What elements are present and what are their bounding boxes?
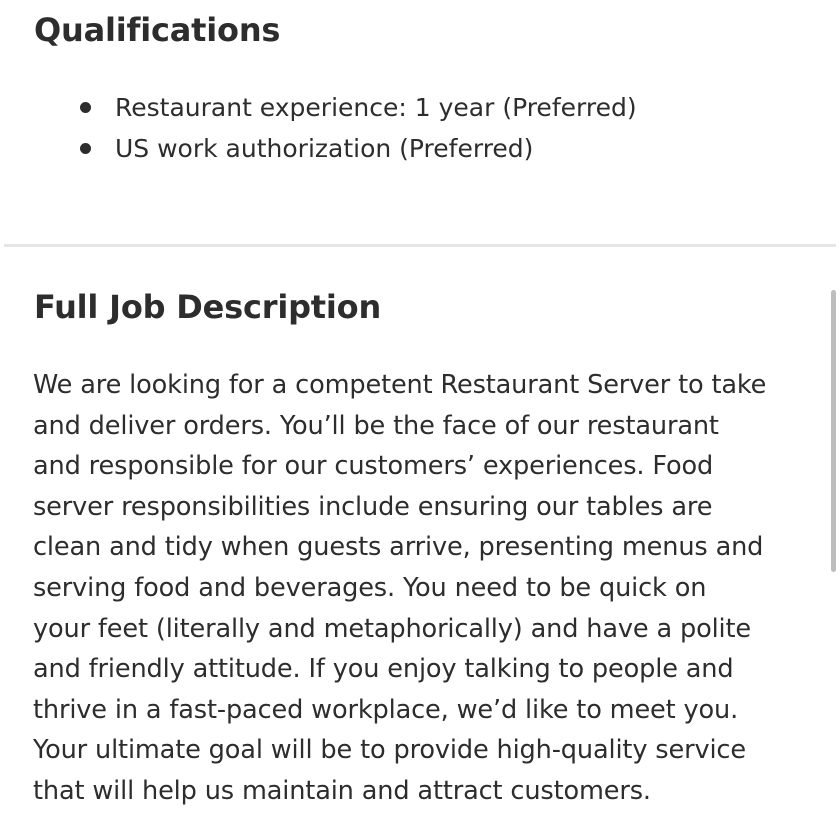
description-line: that will help us maintain and attract customers. <box>33 775 651 806</box>
description-line: We are looking for a competent Restaurant Server to take <box>33 370 767 400</box>
job-description-text <box>33 365 823 812</box>
description-line: thrive in a fast-paced workplace, we’d like to meet you. <box>33 694 739 725</box>
qualification-item <box>0 87 637 128</box>
description-line: and deliver orders. You’ll be the face of our restaurant <box>33 410 719 441</box>
scrollbar[interactable] <box>831 290 836 572</box>
bullet-icon <box>80 102 91 113</box>
bullet-icon <box>80 143 91 154</box>
qualifications-heading: Qualifications <box>34 11 281 49</box>
qualifications-section <box>0 0 840 245</box>
job-description-heading: Full Job Description <box>34 288 382 326</box>
description-line: clean and tidy when guests arrive, presenting menus and <box>33 532 764 563</box>
qualifications-list <box>0 87 637 169</box>
description-line: server responsibilities include ensuring our tables are <box>33 491 713 522</box>
qualification-item <box>0 128 637 169</box>
description-line: your feet (literally and metaphorically) and have a polite <box>33 613 751 644</box>
qualification-text: US work authorization (Preferred) <box>115 134 534 163</box>
description-line: serving food and beverages. You need to be quick on <box>33 572 707 603</box>
qualification-text: Restaurant experience: 1 year (Preferred) <box>115 93 637 122</box>
description-line: Your ultimate goal will be to provide high-quality service <box>33 735 746 766</box>
job-description-section <box>0 247 840 840</box>
scrollbar-thumb[interactable] <box>831 290 836 572</box>
description-line: and friendly attitude. If you enjoy talking to people and <box>33 654 734 685</box>
description-line: and responsible for our customers’ experiences. Food <box>33 451 714 482</box>
